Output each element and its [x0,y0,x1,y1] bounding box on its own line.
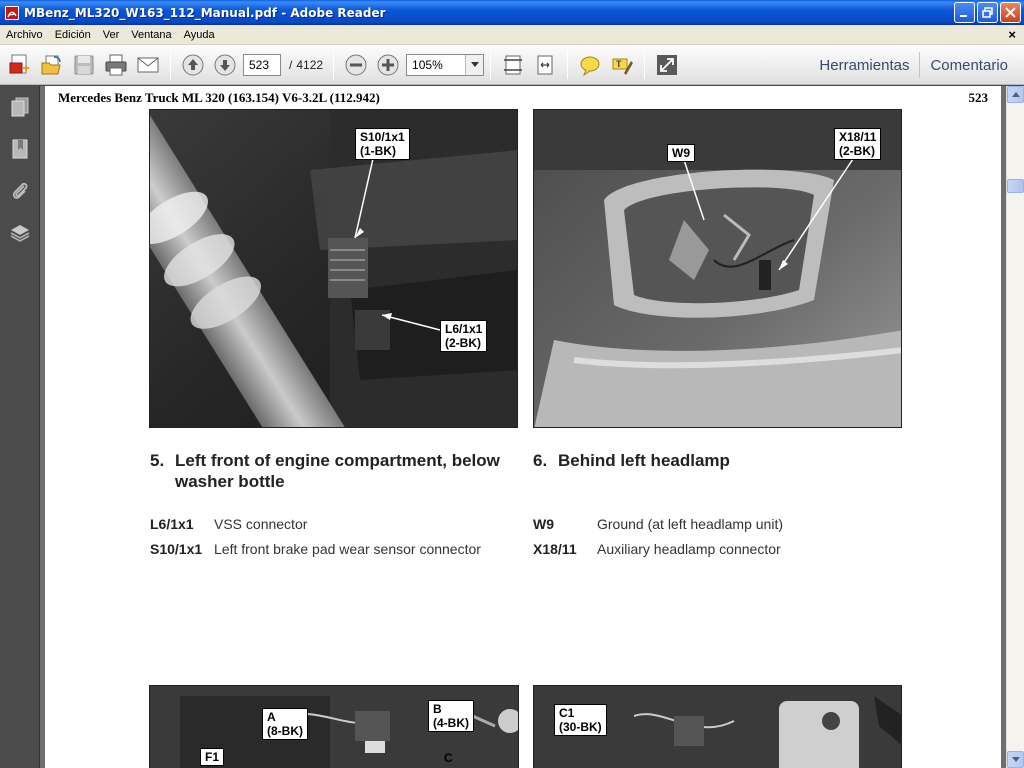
toolbar-separator [567,51,568,79]
layers-icon [9,222,31,244]
comment-bubble-icon [578,53,602,77]
next-page-button[interactable] [210,50,240,80]
email-icon [136,53,160,77]
save-button[interactable] [69,50,99,80]
callout-a: A (8-BK) [262,708,308,740]
open-button[interactable] [37,50,67,80]
callout-w9: W9 [667,144,695,162]
fit-page-icon [501,53,525,77]
callout-c1: C1 (30-BK) [554,704,607,736]
open-folder-icon [40,53,64,77]
engine-compartment-image [150,110,518,428]
menu-archivo[interactable]: Archivo [6,28,43,41]
callout-l6-1x1: L6/1x1 (2-BK) [440,320,487,352]
page-thumbnails-button[interactable] [0,86,40,128]
attachments-button[interactable] [0,170,40,212]
scroll-up-button[interactable] [1007,86,1024,103]
callout-s10-1x1: S10/1x1 (1-BK) [355,128,410,160]
figure-5-caption: 5. Left front of engine compartment, below washer bottle [150,451,500,491]
navigation-panel [0,86,40,768]
legend-row: W9 Ground (at left headlamp unit) [533,516,783,532]
window-titlebar[interactable] [0,0,1024,25]
page-header: Mercedes Benz Truck ML 320 (163.154) V6-3.2L (112.942) [58,90,380,105]
print-button[interactable] [101,50,131,80]
legend-row: L6/1x1 VSS connector [150,516,308,532]
plus-circle-icon [376,53,400,77]
close-window-button[interactable] [1000,2,1021,23]
figure-5-photo [149,109,518,428]
window-title: MBenz_ML320_W163_112_Manual.pdf - Adobe Reader [24,5,386,20]
expand-button[interactable] [652,50,682,80]
scroll-down-button[interactable] [1007,751,1024,768]
fit-width-icon [533,53,557,77]
paperclip-icon [9,180,31,202]
main-toolbar [0,45,1024,85]
svg-text:T: T [616,58,622,69]
toolbar-separator [644,51,645,79]
menu-bar [0,25,1024,45]
toolbar-separator [490,51,491,79]
add-note-button[interactable] [575,50,605,80]
email-button[interactable] [133,50,163,80]
chevron-up-icon [1012,92,1020,97]
arrow-down-icon [213,53,237,77]
minimize-button[interactable] [954,2,975,23]
figure-7-photo [149,685,519,768]
scrollbar-thumb[interactable] [1007,179,1024,193]
menu-ventana[interactable]: Ventana [131,28,172,41]
zoom-select[interactable] [406,54,484,76]
zoom-value: 105% [412,57,443,72]
pdf-page [45,86,1001,768]
callout-b: B (4-BK) [428,700,474,732]
zoom-out-button[interactable] [341,50,371,80]
total-pages: 4122 [296,57,324,72]
previous-page-button[interactable] [178,50,208,80]
menu-edicion[interactable]: Edición [54,28,91,41]
chevron-down-icon[interactable] [465,55,483,75]
bookmark-icon [9,138,31,160]
menu-ver[interactable]: Ver [102,28,120,41]
figure-8-photo [533,685,902,768]
print-icon [104,53,128,77]
figure-6-photo [533,109,902,428]
callout-f1: F1 [200,748,224,766]
fit-page-button[interactable] [498,50,528,80]
save-icon [72,53,96,77]
page-number-input[interactable]: 523 [243,54,281,76]
create-pdf-icon [8,53,32,77]
zoom-in-button[interactable] [373,50,403,80]
restore-icon [982,7,993,18]
page-separator: / [289,57,293,72]
document-close-button[interactable]: × [1008,27,1016,42]
expand-arrows-icon [655,53,679,77]
figure-6-caption: 6. Behind left headlamp [533,451,730,470]
legend-row: X18/11 Auxiliary headlamp connector [533,541,781,557]
callout-c: C [444,751,453,765]
legend-row: S10/1x1 Left front brake pad wear sensor connector [150,541,481,557]
highlight-pen-icon [610,53,634,77]
highlight-text-button[interactable] [607,50,637,80]
comment-pane-link[interactable]: Comentario [930,56,1008,74]
toolbar-separator [333,51,334,79]
toolbar-separator [170,51,171,79]
tools-pane-link[interactable]: Herramientas [819,56,910,74]
vertical-scrollbar[interactable] [1006,86,1024,768]
pages-icon [9,96,31,118]
restore-button[interactable] [977,2,998,23]
layers-button[interactable] [0,212,40,254]
menu-ayuda[interactable]: Ayuda [183,28,215,41]
minimize-icon [959,7,970,18]
chevron-down-icon [1012,757,1020,762]
fit-width-button[interactable] [530,50,560,80]
bookmarks-button[interactable] [0,128,40,170]
create-pdf-button[interactable] [5,50,35,80]
document-viewport[interactable] [40,86,1006,768]
page-number-label: 523 [968,90,988,105]
arrow-up-icon [181,53,205,77]
minus-circle-icon [344,53,368,77]
adobe-reader-icon [4,5,20,21]
callout-x18-11: X18/11 (2-BK) [834,128,881,160]
close-icon [1005,7,1016,18]
